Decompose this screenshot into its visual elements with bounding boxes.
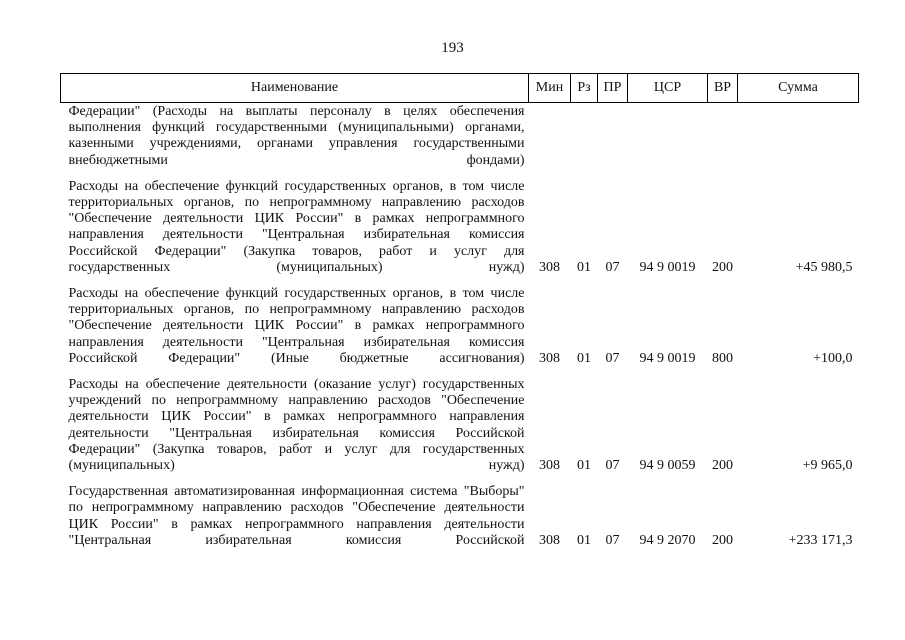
header-name: Наименование	[61, 74, 529, 103]
row-rz	[571, 103, 598, 177]
row-name-cell	[61, 482, 529, 557]
row-sum: +9 965,0	[802, 458, 853, 474]
row-csr: 94 9 0019	[639, 350, 696, 366]
row-csr: 94 9 0019	[639, 259, 696, 275]
row-name-cell	[61, 103, 529, 177]
row-pr	[598, 103, 628, 177]
table-row	[61, 375, 859, 482]
header-vr: ВР	[708, 74, 738, 103]
row-name-cell	[61, 284, 529, 375]
table-body	[61, 103, 859, 558]
row-pr: 07	[605, 259, 620, 275]
row-vr	[708, 103, 738, 177]
row-sum: +233 171,3	[788, 532, 853, 548]
table-header	[61, 74, 859, 103]
row-min	[529, 103, 571, 177]
row-min: 308	[539, 350, 560, 366]
row-csr: 94 9 0059	[639, 458, 696, 474]
row-rz: 01	[577, 458, 591, 474]
row-csr: 94 9 2070	[639, 532, 696, 548]
row-name: Государственная автоматизированная информационная система "Выборы" по непрограммному направлению расходов "Обеспечение деятельности ЦИК России" в рамках непрограммного направления деятельности "Центральная избирательная комиссия Российской	[68, 484, 525, 548]
row-pr: 07	[605, 458, 620, 474]
row-rz: 01	[577, 350, 591, 366]
budget-table	[60, 73, 859, 557]
row-name-cell	[61, 375, 529, 482]
table-row	[61, 103, 859, 177]
row-sum: +100,0	[813, 350, 853, 366]
table-row	[61, 177, 859, 284]
row-pr: 07	[605, 350, 620, 366]
header-min: Мин	[529, 74, 571, 103]
header-rz: Рз	[571, 74, 598, 103]
row-name: Федерации" (Расходы на выплаты персоналу в целях обеспечения выполнения функций государственными (муниципальными) органами, казенными учреждениями, органами управления государственными внебюджетными фондами)	[68, 104, 525, 168]
page-number: 193	[441, 40, 464, 56]
header-sum: Сумма	[738, 74, 859, 103]
row-min: 308	[539, 458, 560, 474]
row-name: Расходы на обеспечение функций государственных органов, в том числе территориальных органов, по непрограммному направлению расходов "Обеспечение деятельности ЦИК России" в рамках непрограммного направления деятельности "Центральная избирательная комиссия Российской Федерации" (Закупка товаров, работ и услуг для государственных (муниципальных) нужд)	[68, 178, 525, 275]
row-pr: 07	[605, 532, 620, 548]
table-row	[61, 284, 859, 375]
header-pr: ПР	[598, 74, 628, 103]
row-name: Расходы на обеспечение деятельности (оказание услуг) государственных учреждений по непрограммному направлению расходов "Обеспечение деятельности ЦИК России" в рамках непрограммного направления деятельности "Центральная избирательная комиссия Российской Федерации" (Закупка товаров, работ и услуг для государственных (муниципальных) нужд)	[68, 377, 525, 474]
row-csr	[628, 103, 708, 177]
row-vr: 800	[712, 350, 733, 366]
row-name: Расходы на обеспечение функций государственных органов, в том числе территориальных органов, по непрограммному направлению расходов "Обеспечение деятельности ЦИК России" в рамках непрограммного направления деятельности "Центральная избирательная комиссия Российской Федерации" (Иные бюджетные ассигнования)	[68, 286, 525, 366]
header-csr: ЦСР	[628, 74, 708, 103]
row-sum	[738, 103, 859, 177]
row-sum: +45 980,5	[795, 259, 853, 275]
row-name-cell	[61, 177, 529, 284]
row-rz: 01	[577, 259, 591, 275]
row-vr: 200	[712, 259, 733, 275]
row-min: 308	[539, 532, 560, 548]
row-rz: 01	[577, 532, 591, 548]
table-row	[61, 482, 859, 557]
row-vr: 200	[712, 458, 733, 474]
row-vr: 200	[712, 532, 733, 548]
row-min: 308	[539, 259, 560, 275]
